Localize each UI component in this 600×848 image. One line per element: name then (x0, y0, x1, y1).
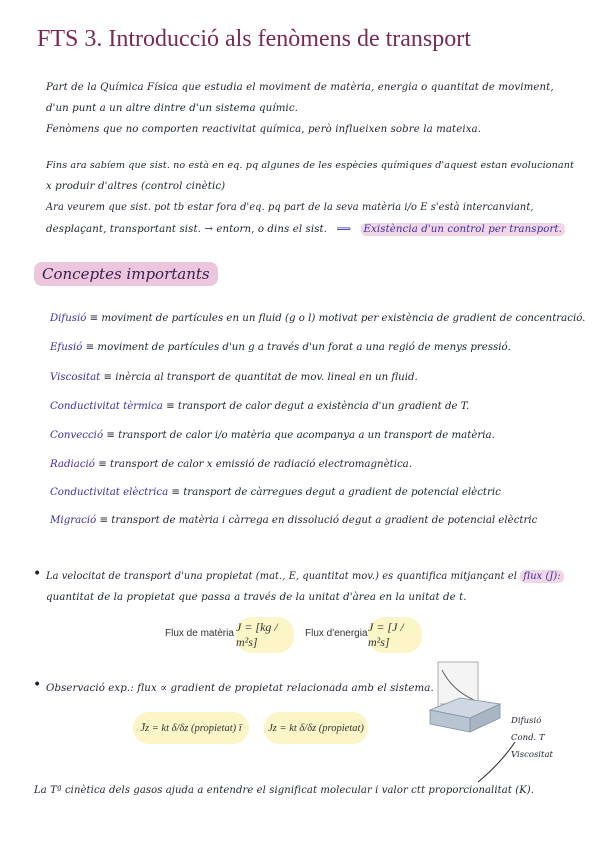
bullet-icon: • (33, 566, 42, 582)
concept-definition: ≡ transport de calor x emissió de radiació electromagnètica. (98, 459, 412, 470)
concept-definition: ≡ transport de calor degut a existència d'un gradient de T. (166, 401, 470, 412)
intro-line-3: Fenòmens que no comporten reactivitat química, però influeixen sobre la mateixa. (46, 124, 482, 135)
bullet-icon: • (33, 677, 42, 693)
concept-item (50, 342, 511, 353)
concept-definition: ≡ moviment de partícules d'un g a través d'un forat a una regió de menys pressió. (85, 342, 511, 353)
intro-line-1: Part de la Química Física que estudia el moviment de matèria, energia o quantitat de moviment, (46, 82, 554, 93)
matter-flux-formula: J = [kg / m²s] (236, 617, 294, 653)
intro-line-2: d'un punt a un altre dintre d'un sistema químic. (46, 103, 298, 114)
concept-item (50, 430, 495, 441)
intro-line-6: Ara veurem que sist. pot tb estar fora d'eq. pq part de la seva matèria i/o E s'està intercanviant, (46, 202, 534, 213)
flux-term: flux (J): (520, 570, 563, 583)
note-viscosity: Viscositat (511, 750, 553, 760)
concept-definition: ≡ moviment de partícules en un fluid (g o l) motivat per existència de gradient de concentració. (89, 313, 586, 324)
concept-item (50, 515, 537, 526)
flux-line-2: quantitat de la propietat que passa a través de la unitat d'àrea en la unitat de t. (46, 592, 467, 603)
observation-text: Observació exp.: flux ∝ gradient de propietat relacionada amb el sistema. (46, 683, 434, 694)
concept-definition: ≡ transport de calor i/o matèria que acompanya a un transport de matèria. (106, 430, 495, 441)
intro-line-7-prefix: desplaçant, transportant sist. → entorn, o dins el sist. (46, 224, 328, 235)
concept-term: Difusió (50, 313, 87, 324)
concept-definition: ≡ transport de matèria i càrrega en dissolució degut a gradient de potencial elèctric (99, 515, 538, 526)
footer-text: La Tª cinètica dels gasos ajuda a entendre el significat molecular i valor ctt proporcionalitat (K). (34, 785, 535, 796)
note-diffusion: Difusió (511, 716, 542, 726)
page-title: FTS 3. Introducció als fenòmens de transport (37, 26, 471, 52)
concept-item (50, 459, 412, 470)
flux-line-1 (46, 571, 564, 582)
concept-term: Convecció (50, 430, 104, 441)
concept-item (50, 372, 418, 383)
scalar-flux-formula: Jz = kt δ/δz (propietat) (264, 712, 368, 744)
transport-control-highlight: Existència d'un control per transport. (361, 223, 565, 236)
concept-term: Migració (50, 515, 97, 526)
annotation-arrow-icon (470, 738, 520, 788)
concepts-heading (34, 265, 218, 283)
flux-line-1-text: La velocitat de transport d'una propietat (mat., E, quantitat mov.) es quantifica mitjançant el (46, 571, 518, 582)
concept-term: Conductivitat tèrmica (50, 401, 163, 412)
note-thermal-conductivity: Cond. T (511, 733, 545, 743)
intro-line-4: Fins ara sabíem que sist. no està en eq. pq algunes de les espècies químiques d'aquest estan evolucionant (46, 160, 574, 171)
concepts-heading-text: Conceptes importants (34, 262, 218, 286)
concept-definition: ≡ transport de càrregues degut a gradient de potencial elèctric (171, 487, 501, 498)
concept-term: Efusió (50, 342, 83, 353)
gradient-box-diagram (420, 660, 510, 750)
concept-item (50, 313, 585, 324)
energy-flux-label: Flux d'energia (305, 628, 368, 639)
concept-term: Viscositat (50, 372, 101, 383)
intro-line-5: x produir d'altres (control cinètic) (46, 181, 226, 192)
concept-term: Conductivitat elèctrica (50, 487, 169, 498)
intro-line-7 (46, 224, 565, 235)
concept-term: Radiació (50, 459, 95, 470)
implies-arrow-icon: ⟹ (336, 224, 352, 235)
vector-flux-formula: J̄z = kt δ/δz (propietat) ī (133, 712, 249, 744)
concept-item (50, 401, 469, 412)
matter-flux-label: Flux de matèria (165, 628, 234, 639)
concept-definition: ≡ inèrcia al transport de quantitat de mov. lineal en un fluid. (103, 372, 418, 383)
concept-item (50, 487, 501, 498)
energy-flux-formula: J = [J / m²s] (368, 617, 422, 653)
